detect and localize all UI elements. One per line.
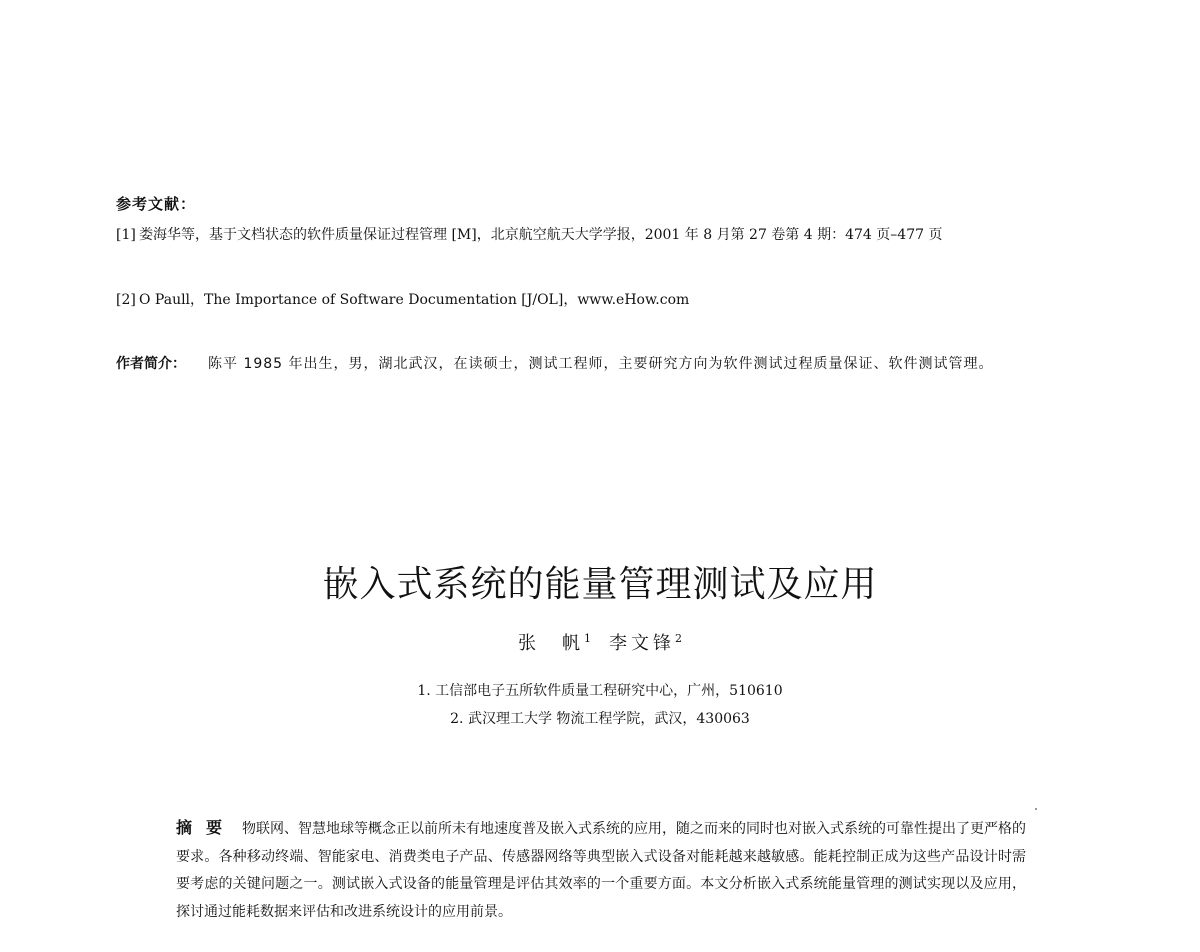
reference-item xyxy=(116,222,1096,249)
author-affiliation-mark: 2 xyxy=(675,632,682,645)
abstract-label: 摘要 xyxy=(176,818,237,837)
reference-item xyxy=(116,287,1096,314)
author-bio-text: 陈平 1985 年出生，男，湖北武汉，在读硕士，测试工程师，主要研究方向为软件测试过程质量保证、软件测试管理。 xyxy=(208,356,994,372)
author-affiliation-mark: 1 xyxy=(584,632,591,645)
author-bio-label: 作者简介： xyxy=(116,356,186,372)
author-list xyxy=(0,629,1200,655)
abstract xyxy=(176,814,1026,926)
reference-text: 娄海华等，基于文档状态的软件质量保证过程管理 [M]，北京航空航天大学学报，2001 年 8 月第 27 卷第 4 期：474 页–477 页 xyxy=(139,227,943,243)
affiliation: 2. 武汉理工大学 物流工程学院，武汉，430063 xyxy=(450,711,750,727)
affiliation: 1. 工信部电子五所软件质量工程研究中心，广州，510610 xyxy=(417,683,783,699)
reference-text: O Paull，The Importance of Software Documentation [J/OL]，www.eHow.com xyxy=(139,292,690,308)
author-name: 李文锋 xyxy=(609,633,675,654)
author-name: 张 帆 xyxy=(518,633,584,654)
paper-title: 嵌入式系统的能量管理测试及应用 xyxy=(322,564,878,605)
reference-number: [1] xyxy=(116,227,136,243)
author-bio xyxy=(116,350,1096,378)
references-heading: 参考文献： xyxy=(116,195,197,213)
abstract-text: 物联网、智慧地球等概念正以前所未有地速度普及嵌入式系统的应用，随之而来的同时也对嵌入式系统的可靠性提出了更严格的要求。各种移动终端、智能家电、消费类电子产品、传感器网络等典型嵌入式设备对能耗越来越敏感。能耗控制正成为这些产品设计时需要考虑的关键问题之一。测试嵌入式设备的能量管理是评估其效率的一个重要方面。本文分析嵌入式系统能量管理的测试实现以及应用，探讨通过能耗数据来评估和改进系统设计的应用前景。 xyxy=(176,821,1027,920)
scan-speck xyxy=(1035,808,1037,810)
reference-number: [2] xyxy=(116,292,136,308)
